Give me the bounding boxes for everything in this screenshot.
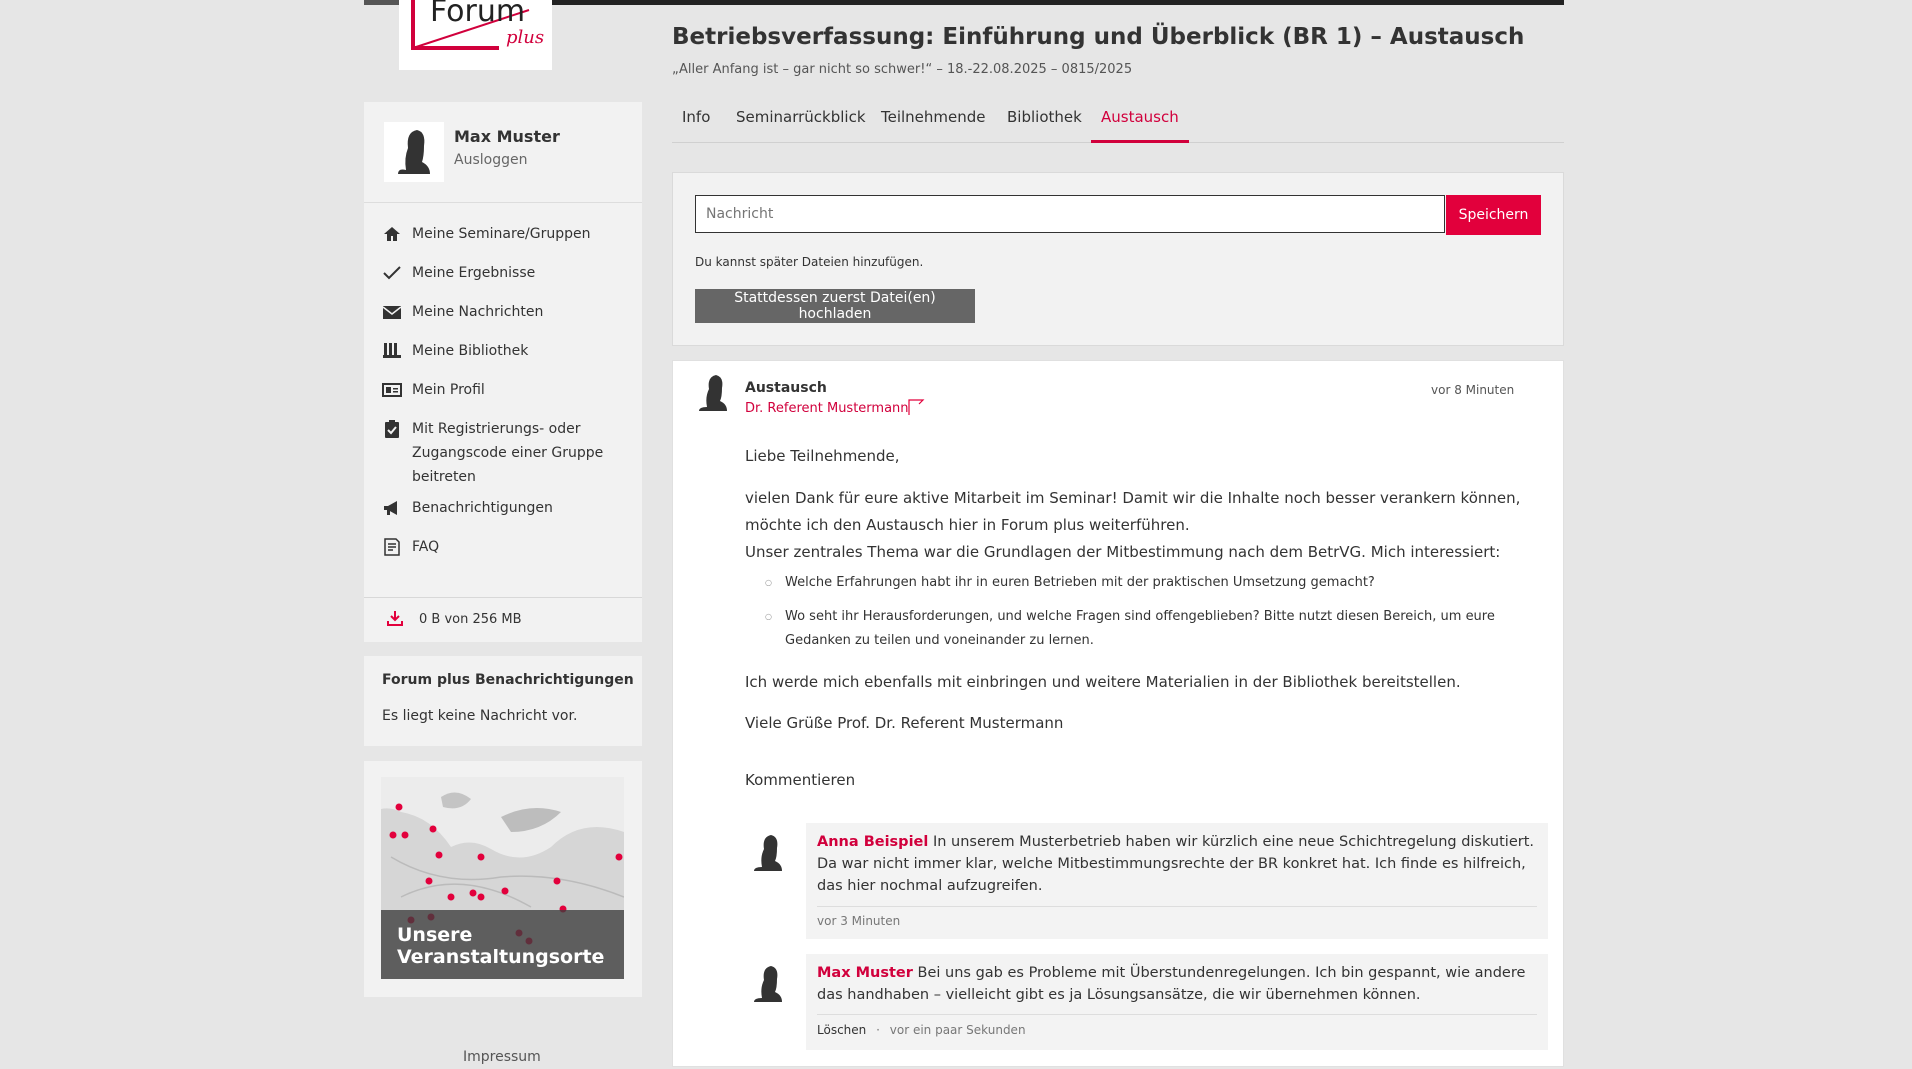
sidebar-item-label: Meine Ergebnisse [412,265,536,281]
sidebar-item-label: FAQ [412,539,440,555]
notifications-title: Forum plus Benachrichtigungen [382,672,634,688]
save-button[interactable]: Speichern [1446,195,1541,235]
tab-info[interactable]: Info [682,108,711,126]
sidebar-item-label: Meine Bibliothek [412,343,529,359]
faq-icon [382,537,402,557]
compose-panel [672,172,1564,346]
comment-body: Bei uns gab es Probleme mit Überstundenregelungen. Ich bin gespannt, wie andere das handhaben – vielleicht gibt es ja Lösungsansätze, die wir übernehmen können. [817,965,1526,1003]
top-bar-accent [364,0,399,5]
comment [806,954,1548,1050]
map-card [364,761,642,997]
envelope-icon [382,302,402,322]
impressum-link[interactable]: Impressum [463,1049,541,1065]
avatar [384,122,444,182]
id-card-icon [382,380,402,400]
sidebar-item-faq[interactable] [382,535,612,559]
comment-body: In unserem Musterbetrieb haben wir kürzlich eine neue Schichtregelung diskutiert. Da war nicht immer klar, welche Mitbestimmungsrechte der BR konkret hat. Ich finde es hilfreich, das hier nochmal aufzugreifen. [817,834,1535,894]
locations-map[interactable] [381,777,624,979]
upload-files-button[interactable]: Stattdessen zuerst Datei(en) hochladen [695,289,975,323]
tab-austausch[interactable]: Austausch [1091,108,1189,143]
check-icon [382,263,402,283]
logout-link[interactable]: Ausloggen [454,152,528,168]
tab-seminarrueckblick[interactable]: Seminarrückblick [736,108,866,126]
comment-text [817,831,1537,897]
map-caption [381,910,624,979]
page-subtitle: „Aller Anfang ist – gar nicht so schwer!“ – 18.-22.08.2025 – 0815/2025 [672,62,1133,77]
sidebar-item-label: Meine Seminare/Gruppen [412,226,591,242]
logo-text: Forum [430,0,526,29]
comment-meta [817,1023,1026,1037]
map-caption-text: Unsere Veranstaltungsorte [397,924,605,968]
message-input[interactable] [695,195,1445,233]
post-title: Austausch [745,380,827,396]
comment-meta [817,914,900,928]
commenter-avatar-icon [748,831,788,875]
comment-divider [817,1014,1537,1015]
sidebar-item-library[interactable] [382,339,612,363]
upload-hint: Du kannst später Dateien hinzufügen. [695,255,924,269]
tab-bibliothek[interactable]: Bibliothek [1007,108,1082,126]
post-paragraph: Unser zentrales Thema war die Grundlagen der Mitbestimmung nach dem BetrVG. Mich interessiert: [745,543,1501,561]
page-title: Betriebsverfassung: Einführung und Überblick (BR 1) – Austausch [672,24,1525,50]
list-item: ○ Wo seht ihr Herausforderungen, und welche Fragen sind offengeblieben? Bitte nutzt diesen Bereich, um eure Gedanken zu teilen und voneinander zu lernen. [775,605,1535,653]
comment-author[interactable]: Anna Beispiel [817,834,929,850]
logo-plus: plus [506,27,545,48]
sidebar-item-label: Mit Registrierungs- oder Zugangscode einer Gruppe beitreten [412,421,604,485]
sidebar-item-label: Mein Profil [412,382,485,398]
comment-timestamp: vor ein paar Sekunden [889,1023,1026,1037]
sidebar-item-results[interactable] [382,261,612,285]
tab-bar [672,108,1564,143]
comment [806,823,1548,939]
post-closing: Ich werde mich ebenfalls mit einbringen und weitere Materialien in der Bibliothek bereitstellen. [745,673,1461,691]
user-name: Max Muster [454,127,560,146]
notifications-empty: Es liegt keine Nachricht vor. [382,708,578,724]
sidebar-item-label: Meine Nachrichten [412,304,544,320]
post-paragraph: vielen Dank für eure aktive Mitarbeit im Seminar! Damit wir die Inhalte noch besser verankern können, möchte ich den Austausch hier in Forum plus weiterführen. [745,489,1521,534]
sidebar-item-label: Benachrichtigungen [412,500,553,516]
storage-text: 0 B von 256 MB [419,612,522,627]
storage-indicator [364,597,642,642]
user-card [364,102,642,203]
forum-plus-logo[interactable] [399,0,552,70]
delete-comment-link[interactable]: Löschen [817,1023,867,1037]
post-main-text [745,485,1535,566]
tab-teilnehmende[interactable]: Teilnehmende [881,108,986,126]
avatar-silhouette-icon [384,122,444,182]
sidebar-item-profile[interactable] [382,378,612,402]
post-greeting: Liebe Teilnehmende, [745,447,900,465]
comment-timestamp: vor 3 Minuten [817,914,901,928]
sidebar-item-notifications[interactable] [382,496,612,520]
sidebar-nav [364,203,642,597]
clipboard-check-icon [382,419,402,439]
comment-author[interactable]: Max Muster [817,965,913,981]
author-avatar-icon [693,371,733,415]
download-icon [387,610,403,626]
notifications-panel [364,656,642,746]
list-item: ○ Welche Erfahrungen habt ihr in euren Betrieben mit der praktischen Umsetzung gemacht? [775,571,1535,595]
megaphone-icon [382,498,402,518]
sidebar-item-seminars[interactable] [382,222,612,246]
meta-separator: · [876,1023,880,1037]
commenter-avatar-icon [748,962,788,1006]
comment-link[interactable]: Kommentieren [745,771,856,789]
badge-icon [907,398,925,416]
sidebar-item-join-group[interactable] [382,417,612,489]
post-timestamp: vor 8 Minuten [1431,383,1515,397]
comment-divider [817,906,1537,907]
post-author[interactable]: Dr. Referent Mustermann [745,401,909,416]
post-bullet-list [775,571,1535,653]
post-card [672,360,1564,1067]
home-icon [382,224,402,244]
sidebar-item-messages[interactable] [382,300,612,324]
post-signature: Viele Grüße Prof. Dr. Referent Mustermann [745,714,1064,732]
library-icon [382,341,402,361]
comment-text [817,962,1537,1006]
